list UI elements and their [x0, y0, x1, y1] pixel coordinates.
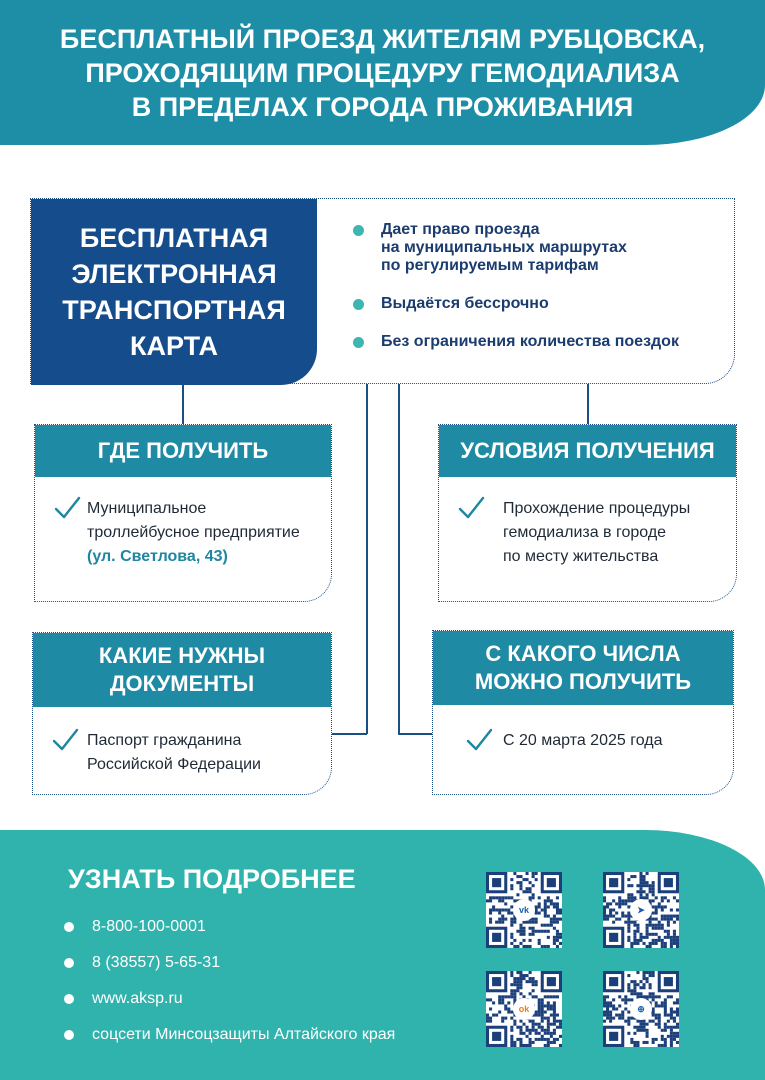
qr-code-vk[interactable] [486, 872, 562, 948]
benefit-line: Выдаётся бессрочно [381, 295, 549, 312]
transport-card-panel [30, 198, 735, 384]
conditions-body [457, 497, 722, 587]
title-line: ЭЛЕКТРОННАЯ [71, 259, 277, 289]
heading-text: ДОКУМЕНТЫ [109, 671, 255, 696]
connector-line [587, 384, 589, 424]
benefit-item [353, 221, 733, 275]
bullet-icon [64, 994, 74, 1004]
bullet-icon [64, 958, 74, 968]
text-line: троллейбусное предприятие [87, 524, 300, 541]
conditions-heading [439, 425, 736, 477]
contact-website-link[interactable] [64, 988, 395, 1024]
bullet-icon [353, 337, 364, 348]
text-line: Прохождение процедуры [503, 500, 691, 517]
globe-icon: ⊕ [630, 998, 652, 1020]
benefit-line: на муниципальных маршрутах [381, 239, 627, 256]
bullet-icon [64, 922, 74, 932]
connector-line [332, 733, 367, 735]
benefit-item [353, 295, 733, 313]
checkmark-icon [51, 727, 79, 753]
connector-line [398, 384, 400, 734]
documents-text [87, 729, 317, 777]
contact-text: 8 (38557) 5-65-31 [92, 954, 221, 971]
heading-text: КАКИЕ НУЖНЫ [98, 643, 266, 668]
transport-card-title-box [31, 199, 317, 385]
footer-panel [0, 830, 765, 1080]
text-line: Паспорт гражданина [87, 732, 242, 749]
contact-social [64, 1024, 395, 1060]
heading-text: С КАКОГО ЧИСЛА [485, 641, 681, 666]
text-line: Российской Федерации [87, 756, 261, 773]
title-line: БЕСПЛАТНЫЙ ПРОЕЗД ЖИТЕЛЯМ РУБЦОВСКА, [59, 24, 706, 54]
documents-heading [33, 633, 331, 707]
bullet-icon [64, 1030, 74, 1040]
benefit-line: Дает право проезда [381, 221, 540, 238]
odnoklassniki-icon: ok [513, 998, 535, 1020]
benefits-list [353, 221, 733, 365]
where-text [87, 497, 317, 569]
contacts-list [64, 916, 395, 1060]
qr-code-website[interactable] [603, 971, 679, 1047]
date-card [432, 630, 734, 795]
text-line: по месту жительства [503, 548, 659, 565]
benefit-line: Без ограничения количества поездок [381, 333, 679, 350]
checkmark-icon [53, 495, 81, 521]
date-heading [433, 631, 733, 705]
heading-text: УСЛОВИЯ ПОЛУЧЕНИЯ [460, 438, 715, 463]
heading-text: МОЖНО ПОЛУЧИТЬ [474, 669, 692, 694]
where-body [53, 497, 317, 587]
heading-text: ГДЕ ПОЛУЧИТЬ [97, 438, 269, 463]
connector-line [398, 733, 432, 735]
where-card [34, 424, 332, 602]
bullet-icon [353, 299, 364, 310]
documents-body [51, 729, 317, 789]
page-title [30, 22, 735, 124]
vk-icon: vk [513, 899, 535, 921]
address-text: (ул. Светлова, 43) [87, 548, 228, 565]
title-line: ПРОХОДЯЩИМ ПРОЦЕДУРУ ГЕМОДИАЛИЗА [85, 58, 680, 88]
contact-phone-local[interactable] [64, 952, 395, 988]
checkmark-icon [465, 727, 493, 753]
documents-card [32, 632, 332, 795]
checkmark-icon [457, 495, 485, 521]
contact-text: 8-800-100-0001 [92, 918, 206, 935]
title-line: БЕСПЛАТНАЯ [79, 223, 269, 253]
benefit-item [353, 333, 733, 351]
where-heading [35, 425, 331, 477]
text-line: гемодиализа в городе [503, 524, 667, 541]
title-line: КАРТА [130, 331, 218, 361]
connector-line [366, 384, 368, 734]
conditions-card [438, 424, 737, 602]
text-line: Муниципальное [87, 500, 207, 517]
contact-phone-hotline[interactable] [64, 916, 395, 952]
qr-code-odnoklassniki[interactable] [486, 971, 562, 1047]
header-banner [0, 0, 765, 145]
connector-line [182, 384, 184, 424]
footer-title: УЗНАТЬ ПОДРОБНЕЕ [68, 864, 356, 894]
conditions-text [503, 497, 722, 569]
date-body [451, 729, 719, 769]
telegram-icon: ➤ [630, 899, 652, 921]
date-text [503, 729, 719, 753]
transport-card-title [62, 220, 286, 364]
benefit-line: по регулируемым тарифам [381, 257, 599, 274]
contact-text: соцсети Минсоцзащиты Алтайского края [92, 1026, 396, 1043]
bullet-icon [353, 225, 364, 236]
title-line: В ПРЕДЕЛАХ ГОРОДА ПРОЖИВАНИЯ [131, 92, 634, 122]
title-line: ТРАНСПОРТНАЯ [62, 295, 286, 325]
contact-text: www.aksp.ru [92, 990, 183, 1007]
qr-code-telegram[interactable] [603, 872, 679, 948]
text-line: С 20 марта 2025 года [503, 732, 663, 749]
